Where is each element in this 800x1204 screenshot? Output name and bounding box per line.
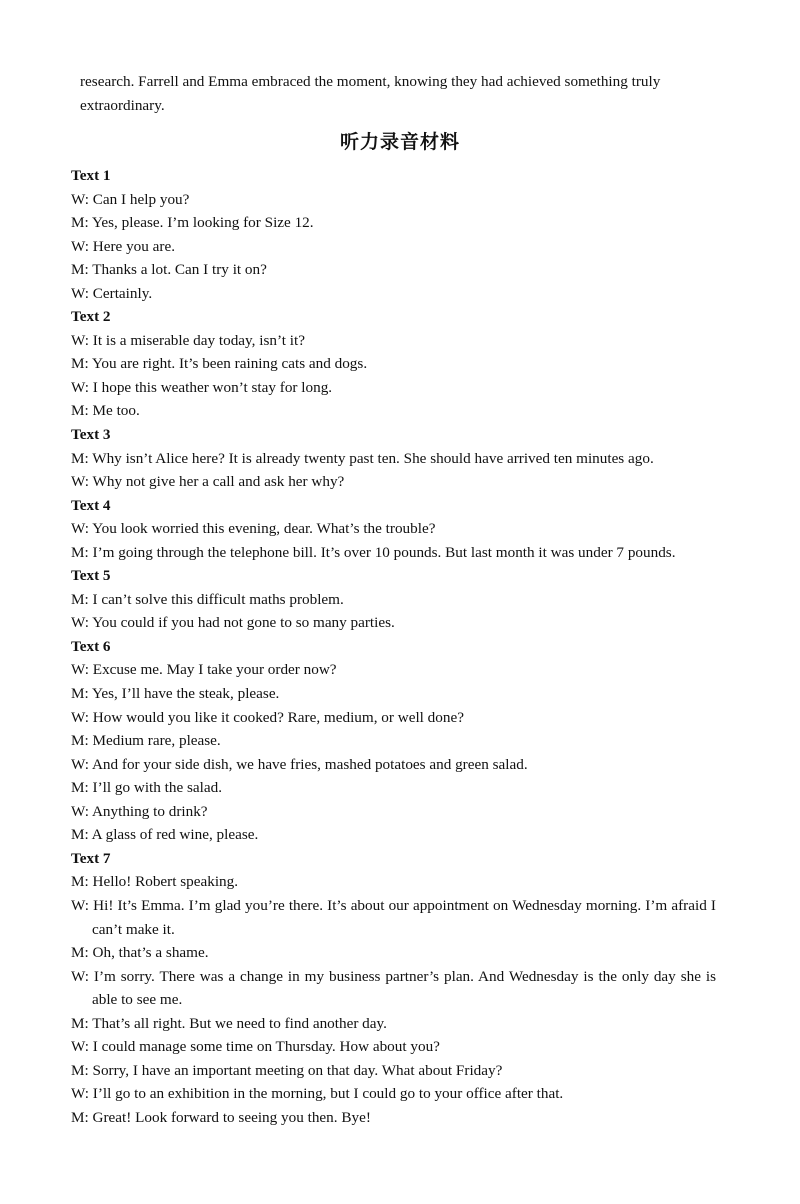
dialogue-line: M: Yes, please. I’m looking for Size 12.: [71, 214, 314, 232]
dialogue-line: W: It is a miserable day today, isn’t it?: [71, 331, 305, 349]
dialogue-line: M: Thanks a lot. Can I try it on?: [71, 261, 267, 279]
text-heading: Text 7: [71, 849, 111, 867]
dialogue-line: W: How would you like it cooked? Rare, medium, or well done?: [71, 708, 464, 726]
dialogue-line: M: Sorry, I have an important meeting on that day. What about Friday?: [71, 1061, 503, 1079]
dialogue-line: W: You look worried this evening, dear. What’s the trouble?: [71, 520, 436, 538]
text-heading: Text 2: [71, 308, 111, 326]
dialogue-line: W: You could if you had not gone to so many parties.: [71, 614, 395, 632]
dialogue-line: W: I’m sorry. There was a change in my business partner’s plan. And Wednesday is the only day she is able to see me.: [71, 967, 716, 1009]
dialogue-line: W: Why not give her a call and ask her why?: [71, 473, 345, 491]
dialogue-line: M: Yes, I’ll have the steak, please.: [71, 685, 280, 703]
dialogue-line: M: Hello! Robert speaking.: [71, 873, 239, 891]
dialogue-line: W: I hope this weather won’t stay for long.: [71, 378, 333, 396]
dialogue-line: M: You are right. It’s been raining cats and dogs.: [71, 355, 368, 373]
transcript: [71, 164, 716, 1129]
dialogue-line: M: Why isn’t Alice here? It is already twenty past ten. She should have arrived ten minutes ago.: [71, 449, 654, 467]
dialogue-line: M: Great! Look forward to seeing you then. Bye!: [71, 1108, 371, 1126]
dialogue-line: M: Oh, that’s a shame.: [71, 944, 209, 962]
dialogue-line: W: Hi! It’s Emma. I’m glad you’re there. It’s about our appointment on Wednesday morning. I’m afraid I can’t make it.: [71, 896, 716, 938]
dialogue-line: M: Me too.: [71, 402, 140, 420]
dialogue-line: W: I’ll go to an exhibition in the morning, but I could go to your office after that.: [71, 1085, 564, 1103]
dialogue-line: W: Can I help you?: [71, 190, 190, 208]
dialogue-line: M: I’ll go with the salad.: [71, 779, 223, 797]
dialogue-line: W: Anything to drink?: [71, 802, 208, 820]
dialogue-line: M: Medium rare, please.: [71, 732, 221, 750]
dialogue-line: W: Excuse me. May I take your order now?: [71, 661, 337, 679]
text-section: [71, 847, 716, 1130]
text-section: [71, 305, 716, 423]
intro-paragraph: [80, 70, 720, 117]
text-heading: Text 4: [71, 496, 111, 514]
text-section: [71, 423, 716, 494]
text-section: [71, 564, 716, 635]
text-heading: Text 3: [71, 426, 111, 444]
dialogue-line: M: That’s all right. But we need to find another day.: [71, 1014, 387, 1032]
text-heading: Text 6: [71, 637, 111, 655]
dialogue-line: M: I can’t solve this difficult maths problem.: [71, 590, 344, 608]
dialogue-line: M: A glass of red wine, please.: [71, 826, 259, 844]
page-title: 听力录音材料: [339, 131, 460, 153]
dialogue-line: W: And for your side dish, we have fries, mashed potatoes and green salad.: [71, 755, 528, 773]
text-heading: Text 1: [71, 167, 111, 184]
dialogue-line: W: Here you are.: [71, 237, 176, 255]
text-section: [71, 635, 716, 847]
text-heading: Text 5: [71, 567, 111, 585]
dialogue-line: M: I’m going through the telephone bill. It’s over 10 pounds. But last month it was under 7 pounds.: [71, 543, 676, 561]
dialogue-line: W: Certainly.: [71, 284, 153, 302]
dialogue-line: W: I could manage some time on Thursday. How about you?: [71, 1038, 440, 1056]
text-section: [71, 494, 716, 565]
intro-line-2: extraordinary.: [80, 96, 165, 114]
text-section: [71, 164, 716, 305]
intro-line-1: research. Farrell and Emma embraced the moment, knowing they had achieved something truly: [80, 73, 661, 90]
